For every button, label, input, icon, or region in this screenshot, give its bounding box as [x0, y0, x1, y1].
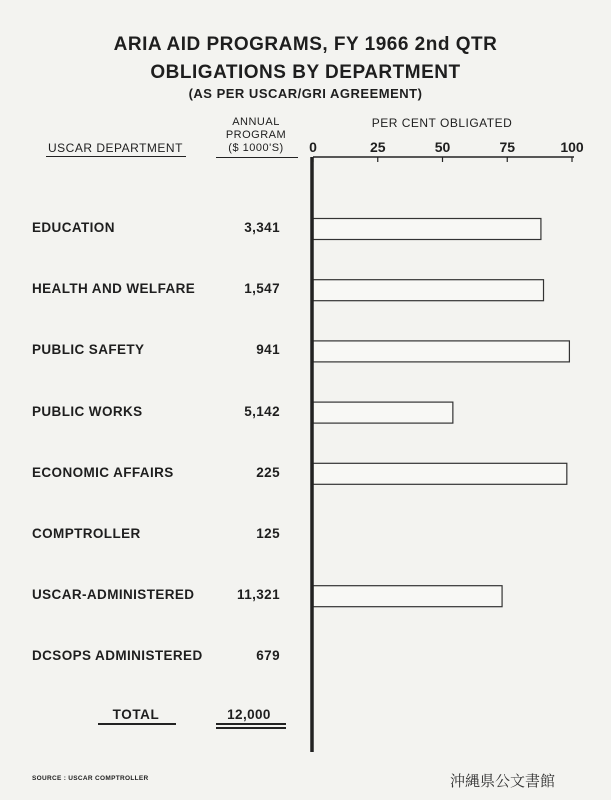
- x-tick-label: 50: [434, 139, 451, 155]
- annual-program-value: 3,341: [244, 220, 280, 235]
- x-tick-label: 75: [499, 139, 516, 155]
- bar: [313, 280, 544, 301]
- chart-note: (AS PER USCAR/GRI AGREEMENT): [188, 86, 423, 101]
- annual-program-value: 11,321: [237, 587, 280, 603]
- total-label: TOTAL: [112, 707, 160, 722]
- department-label: HEALTH AND WELFARE: [32, 281, 196, 297]
- department-label: ECONOMIC AFFAIRS: [32, 464, 174, 480]
- department-label: EDUCATION: [32, 220, 115, 235]
- annual-program-value: 5,142: [244, 403, 280, 419]
- program-header-line3: ($ 1000'S): [228, 142, 284, 154]
- x-axis-ticks: [309, 139, 584, 162]
- annual-program-value: 1,547: [244, 281, 280, 297]
- bar: [313, 341, 569, 362]
- department-column-header: USCAR DEPARTMENT: [48, 141, 183, 155]
- department-label: PUBLIC WORKS: [32, 403, 143, 419]
- department-label: DCSOPS ADMINISTERED: [32, 648, 203, 664]
- total-value: 12,000: [227, 707, 271, 722]
- chart-title: ARIA AID PROGRAMS, FY 1966 2nd QTR: [113, 34, 498, 55]
- total-double-underline-bottom: [216, 727, 286, 729]
- x-tick-label: 25: [369, 139, 386, 155]
- bars: [313, 219, 569, 607]
- bar: [313, 402, 453, 423]
- archive-stamp: 沖縄県公文書館: [450, 772, 556, 790]
- program-header-line1: ANNUAL: [232, 116, 280, 128]
- total-double-underline-top: [216, 723, 286, 725]
- x-tick-label: 0: [309, 139, 317, 155]
- annual-program-value: 125: [256, 526, 280, 541]
- source-note: SOURCE : USCAR COMPTROLLER: [32, 775, 149, 782]
- annual-program-value: 679: [256, 648, 280, 664]
- annual-program-value: 941: [256, 342, 280, 358]
- chart-subtitle: OBLIGATIONS BY DEPARTMENT: [150, 62, 461, 83]
- bar: [313, 586, 502, 607]
- program-header-line2: PROGRAM: [225, 129, 287, 141]
- x-axis-label: PER CENT OBLIGATED: [371, 116, 513, 130]
- total-underline: [98, 723, 176, 725]
- annual-program-value: 225: [256, 464, 280, 480]
- x-tick-label: 100: [560, 139, 584, 155]
- department-label: USCAR-ADMINISTERED: [32, 587, 195, 603]
- bar: [313, 463, 567, 484]
- department-label: COMPTROLLER: [32, 526, 141, 541]
- bar: [313, 219, 541, 240]
- department-label: PUBLIC SAFETY: [32, 342, 145, 358]
